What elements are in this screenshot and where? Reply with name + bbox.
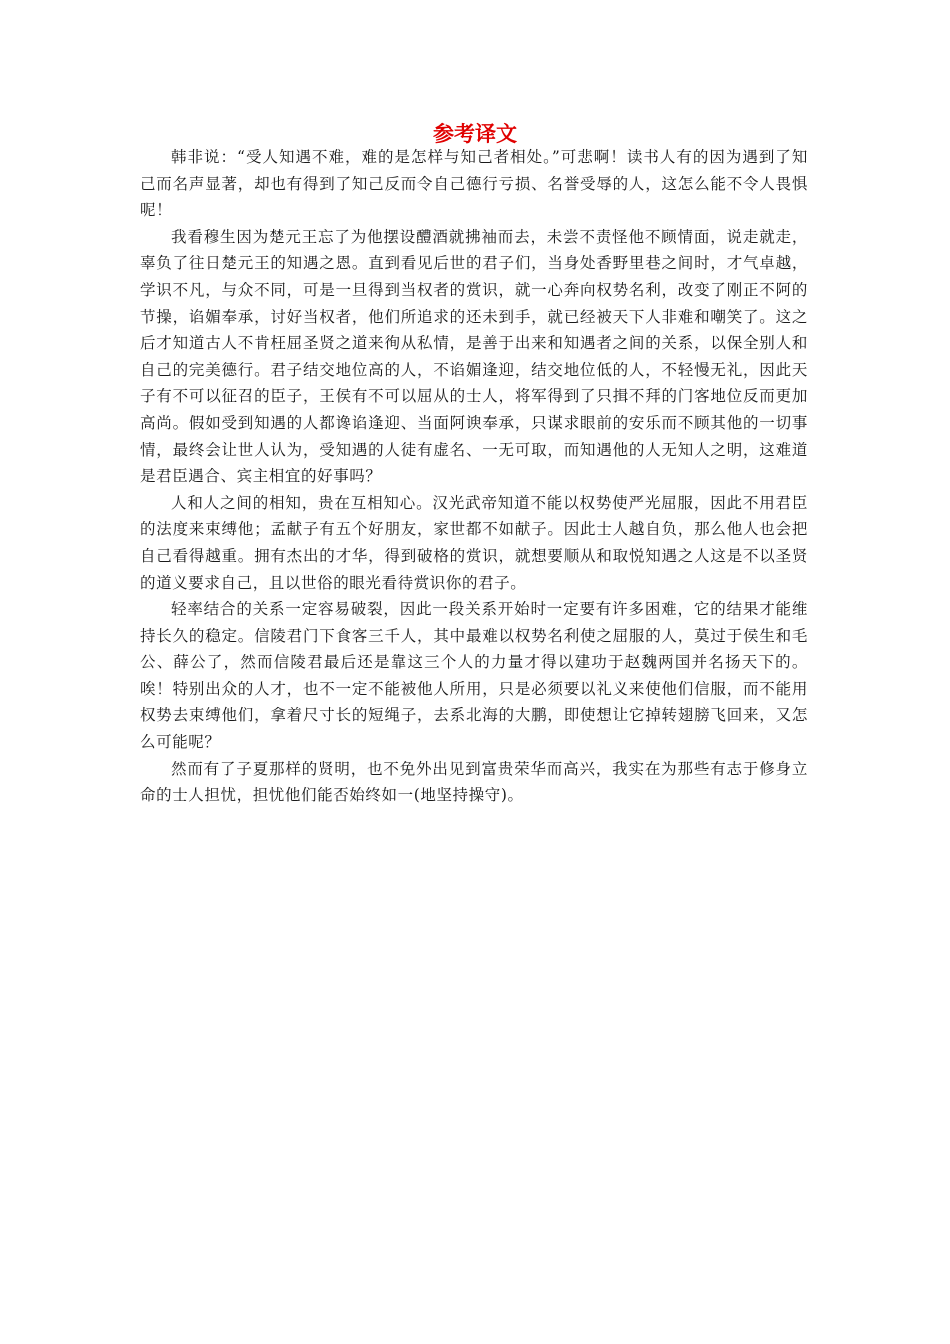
paragraph: 轻率结合的关系一定容易破裂，因此一段关系开始时一定要有许多困难，它的结果才能维持长久的稳定。信陵君门下食客三千人，其中最难以权势名利使之屈服的人，莫过于侯生和毛公、薛公了，然而信陵君最后还是靠这三个人的力量才得以建功于赵魏两国并名扬天下的。唉！特别出众的人才，也不一定不能被他人所用，只是必须要以礼义来使他们信服，而不能用权势去束缚他们，拿着尺寸长的短绳子，去系北海的大鹏，即使想让它掉转翅膀飞回来，又怎么可能呢？ (140, 600, 808, 752)
paragraph: 然而有了子夏那样的贤明，也不免外出见到富贵荣华而高兴，我实在为那些有志于修身立命的士人担忧，担忧他们能否始终如一(地坚持操守)。 (140, 759, 808, 805)
paragraph: 人和人之间的相知，贵在互相知心。汉光武帝知道不能以权势使严光屈服，因此不用君臣的法度来束缚他；孟献子有五个好朋友，家世都不如献子。因此士人越自负，那么他人也会把自己看得越重。拥有杰出的才华，得到破格的赏识，就想要顺从和取悦知遇之人这是不以圣贤的道义要求自己，且以世俗的眼光看待赏识你的君子。 (140, 493, 808, 592)
document-body (140, 144, 808, 809)
paragraph: 我看穆生因为楚元王忘了为他摆设醴酒就拂袖而去，未尝不责怪他不顾情面，说走就走，辜负了往日楚元王的知遇之恩。直到看见后世的君子们，当身处香野里巷之间时，才气卓越，学识不凡，与众不同，可是一旦得到当权者的赏识，就一心奔向权势名利，改变了刚正不阿的节操，谄媚奉承，讨好当权者，他们所追求的还未到手，就已经被天下人非难和嘲笑了。这之后才知道古人不肯枉屈圣贤之道来徇从私情，是善于出来和知遇者之间的关系，以保全别人和自己的完美德行。君子结交地位高的人，不谄媚逢迎，结交地位低的人，不轻慢无礼，因此天子有不可以征召的臣子，王侯有不可以屈从的士人，将军得到了只揖不拜的门客地位反而更加高尚。假如受到知遇的人都谗谄逢迎、当面阿谀奉承，只谋求眼前的安乐而不顾其他的一切事情，最终会让世人认为，受知遇的人徒有虚名、一无可取，而知遇他的人无知人之明，这难道是君臣遇合、宾主相宜的好事吗？ (140, 227, 808, 486)
paragraph: 韩非说：“受人知遇不难，难的是怎样与知己者相处。”可悲啊！读书人有的因为遇到了知己而名声显著，却也有得到了知己反而令自己德行亏损、名誉受辱的人，这怎么能不令人畏惧呢！ (140, 148, 808, 220)
document-title: 参考译文 (433, 121, 517, 146)
